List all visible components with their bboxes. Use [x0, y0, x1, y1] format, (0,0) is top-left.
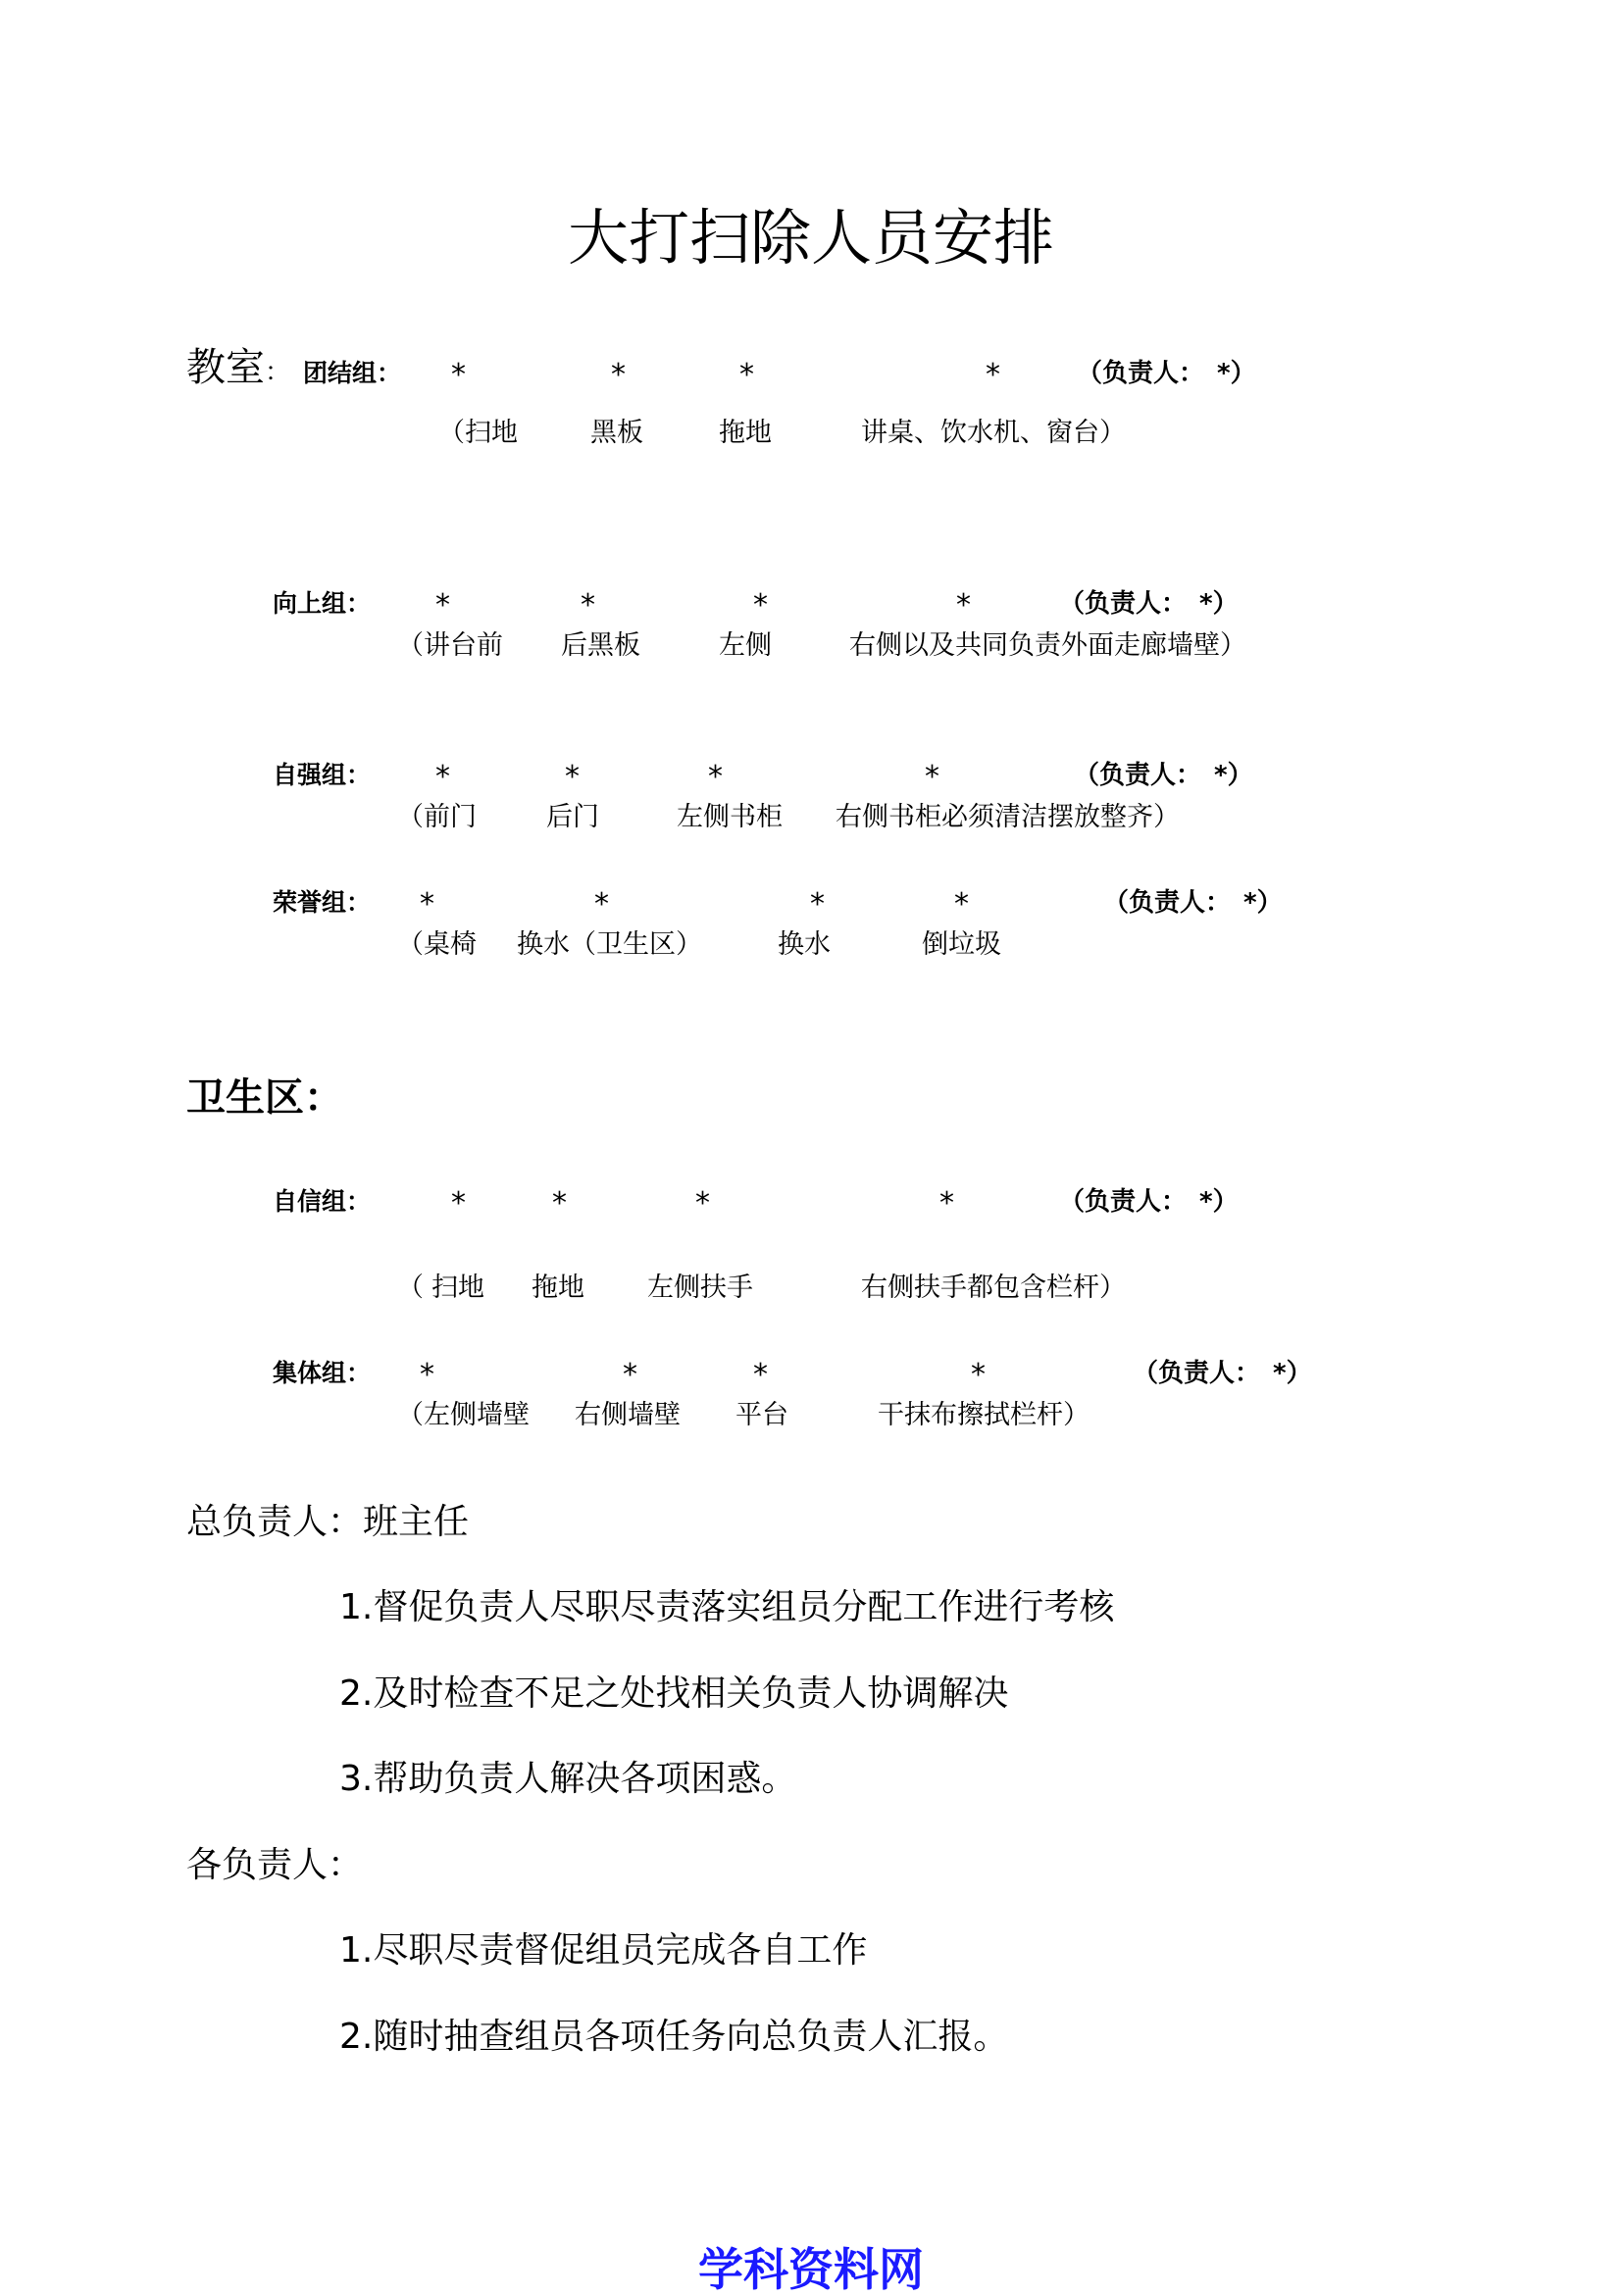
- duty-number: 1.: [339, 1587, 374, 1627]
- member-star: *: [956, 588, 971, 623]
- group-leader: （负责人： *）: [1077, 359, 1256, 388]
- task-item: （: [397, 1273, 424, 1303]
- task-item: 黑板: [590, 418, 643, 448]
- duty-text: 尽职尽责督促组员完成各自工作: [373, 1930, 868, 1971]
- classroom-heading: [186, 345, 291, 390]
- task-item: 右侧扶手都包含栏杆）: [861, 1273, 1126, 1303]
- task-item: 左侧书柜: [677, 802, 783, 832]
- member-star: *: [451, 358, 466, 392]
- task-item: 后黑板: [561, 630, 640, 661]
- member-star: *: [451, 1186, 466, 1221]
- group-label: 自强组：: [273, 761, 372, 789]
- member-star: *: [753, 1358, 768, 1392]
- task-item: （桌椅: [397, 929, 477, 960]
- member-star: *: [435, 588, 450, 623]
- group-leader: （负责人： *）: [1103, 888, 1283, 918]
- group-label: 团结组：: [303, 359, 402, 387]
- group-leader: （负责人： *）: [1074, 761, 1253, 790]
- task-item: 左侧扶手: [647, 1273, 753, 1303]
- duty-number: 2.: [339, 2017, 374, 2057]
- group-label: 向上组：: [273, 589, 372, 618]
- task-item: 左侧: [719, 630, 772, 661]
- classroom-heading-text: 教室: [186, 345, 265, 390]
- each-duty-1: [339, 1930, 868, 1971]
- group-label: 集体组：: [273, 1359, 372, 1387]
- group-label: 自信组：: [273, 1187, 372, 1216]
- task-item: 右侧以及共同负责外面走廊墙壁）: [849, 630, 1246, 661]
- sanitation-heading: 卫生区：: [186, 1075, 343, 1121]
- member-star: *: [420, 1358, 434, 1392]
- task-item: 拖地: [532, 1273, 584, 1303]
- task-item: 拖地: [719, 418, 772, 448]
- member-star: *: [939, 1186, 954, 1221]
- classroom-heading-colon: ：: [265, 358, 291, 387]
- duty-number: 3.: [339, 1759, 374, 1799]
- member-star: *: [954, 887, 969, 922]
- general-heading: 总负责人：班主任: [186, 1502, 470, 1542]
- member-star: *: [971, 1358, 986, 1392]
- member-star: *: [810, 887, 825, 922]
- duty-text: 督促负责人尽职尽责落实组员分配工作进行考核: [373, 1587, 1115, 1627]
- duty-text: 帮助负责人解决各项困惑。: [373, 1759, 797, 1799]
- group-leader: （负责人： *）: [1133, 1359, 1312, 1388]
- group-leader: （负责人： *）: [1059, 1187, 1239, 1217]
- member-star: *: [594, 887, 609, 922]
- member-star: *: [695, 1186, 710, 1221]
- member-star: *: [925, 760, 939, 794]
- task-item: 右侧墙壁: [575, 1400, 681, 1430]
- task-item: 讲桌、饮水机、窗台）: [861, 418, 1126, 448]
- general-duty-1: [339, 1587, 1115, 1627]
- task-item: （讲台前: [397, 630, 503, 661]
- member-star: *: [623, 1358, 637, 1392]
- task-item: （扫地: [438, 418, 518, 448]
- footer-watermark: 学科资料网: [698, 2243, 924, 2296]
- group-label: 荣誉组：: [273, 888, 372, 917]
- member-star: *: [739, 358, 754, 392]
- duty-text: 及时检查不足之处找相关负责人协调解决: [373, 1673, 1009, 1714]
- task-item: 后门: [546, 802, 599, 832]
- task-item: 右侧书柜必须清洁摆放整齐）: [836, 802, 1180, 832]
- duty-number: 1.: [339, 1930, 374, 1971]
- task-item: 扫地: [431, 1273, 484, 1303]
- member-star: *: [753, 588, 768, 623]
- task-item: 干抹布擦拭栏杆）: [878, 1400, 1090, 1430]
- duty-number: 2.: [339, 1673, 374, 1714]
- member-star: *: [708, 760, 723, 794]
- task-item: （前门: [397, 802, 477, 832]
- member-star: *: [581, 588, 595, 623]
- task-item: 换水（卫生区）: [517, 929, 702, 960]
- member-star: *: [986, 358, 1000, 392]
- each-duty-2: [339, 2017, 1009, 2057]
- page-title: 大打扫除人员安排: [567, 202, 1054, 274]
- task-item: 倒垃圾: [922, 929, 1001, 960]
- task-item: （左侧墙壁: [397, 1400, 530, 1430]
- group-leader: （负责人： *）: [1059, 589, 1239, 619]
- task-item: 换水: [778, 929, 831, 960]
- general-duty-3: [339, 1759, 797, 1799]
- member-star: *: [611, 358, 626, 392]
- member-star: *: [420, 887, 434, 922]
- duty-text: 随时抽查组员各项任务向总负责人汇报。: [373, 2017, 1009, 2057]
- member-star: *: [565, 760, 580, 794]
- general-duty-2: [339, 1673, 1009, 1714]
- each-heading: 各负责人：: [186, 1845, 364, 1885]
- member-star: *: [435, 760, 450, 794]
- member-star: *: [552, 1186, 567, 1221]
- task-item: 平台: [735, 1400, 788, 1430]
